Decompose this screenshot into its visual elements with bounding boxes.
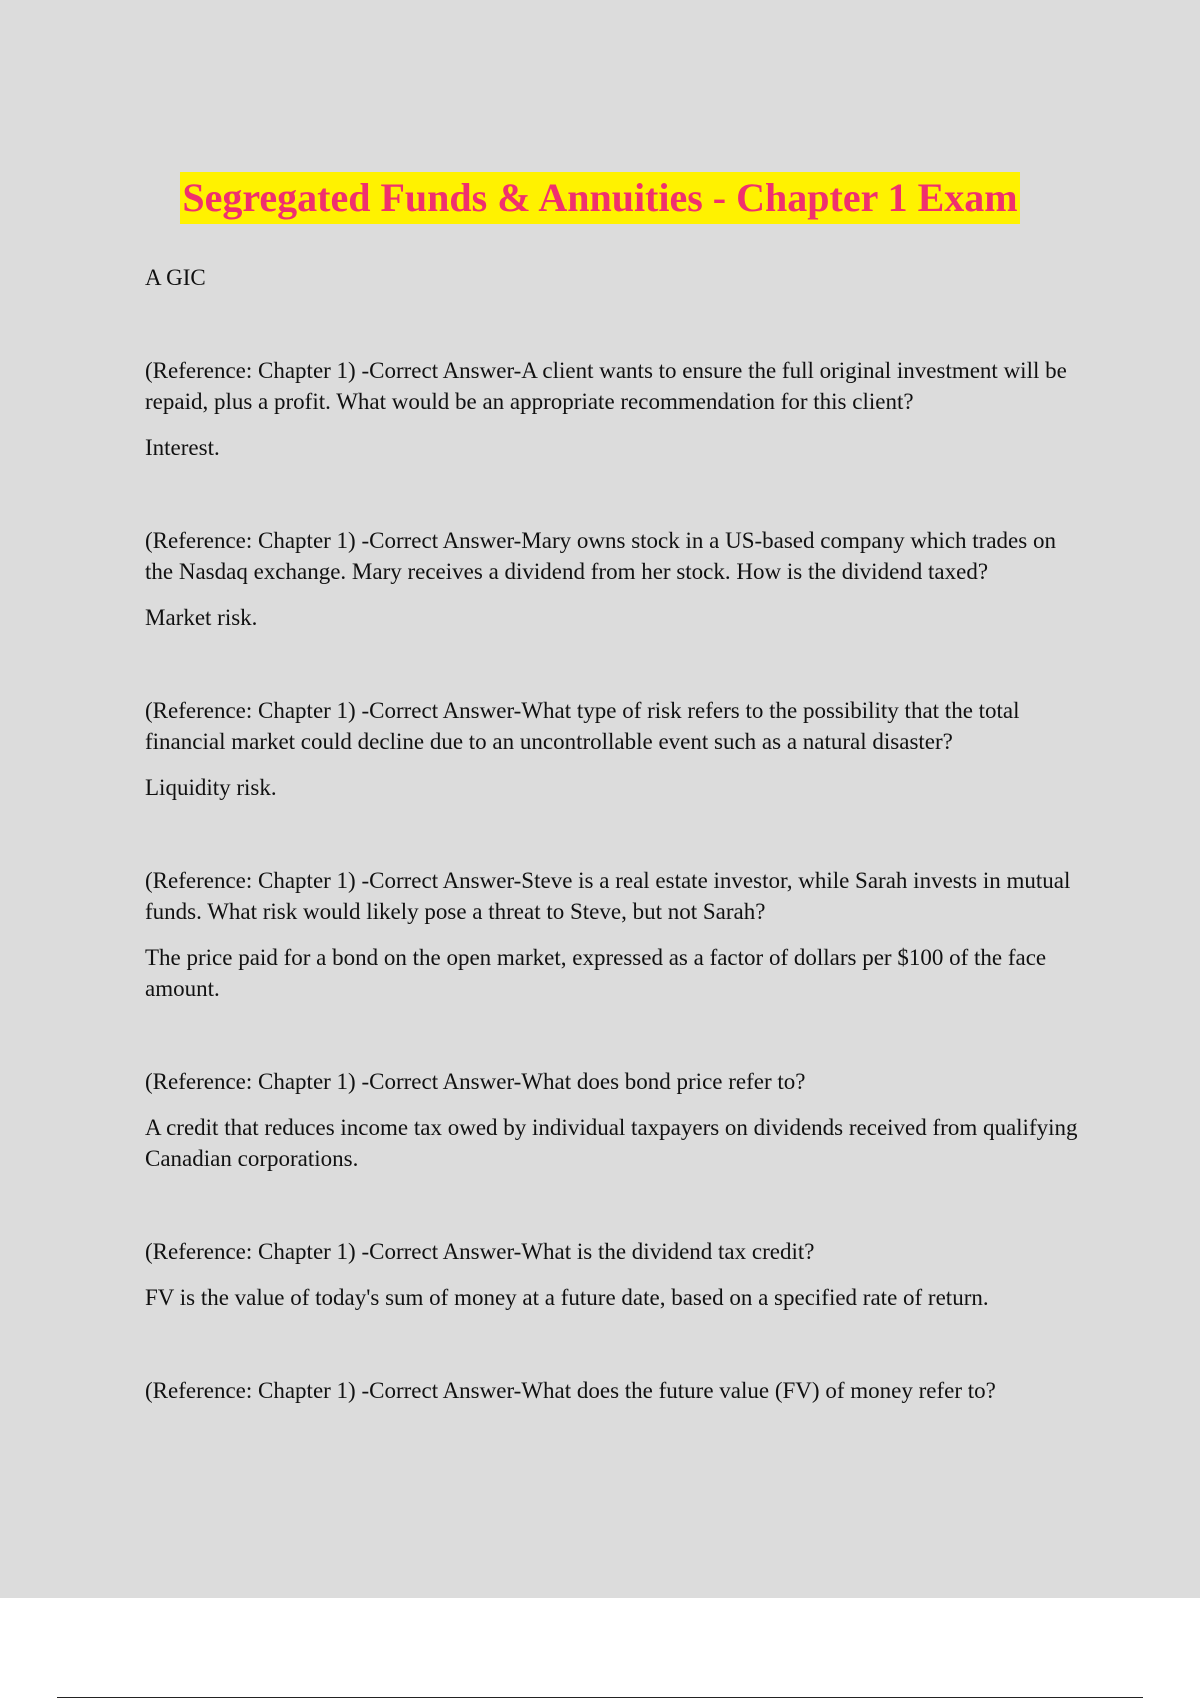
question-text: (Reference: Chapter 1) -Correct Answer-What type of risk refers to the possibility that the total financial market could decline due to an uncontrollable event such as a natural disaster? xyxy=(145,698,1020,754)
footer-divider xyxy=(57,1697,1143,1698)
document-body xyxy=(145,262,1080,1421)
qa-block xyxy=(145,865,1080,1004)
qa-block xyxy=(145,1066,1080,1174)
answer-text: Interest. xyxy=(145,435,220,460)
question-text: (Reference: Chapter 1) -Correct Answer-What does bond price refer to? xyxy=(145,1069,806,1094)
qa-block xyxy=(145,525,1080,633)
qa-block xyxy=(145,355,1080,463)
qa-block xyxy=(145,1236,1080,1313)
question-text: (Reference: Chapter 1) -Correct Answer-What does the future value (FV) of money refer to? xyxy=(145,1378,996,1403)
answer-text: Market risk. xyxy=(145,605,258,630)
answer-text: Liquidity risk. xyxy=(145,775,277,800)
question-text: (Reference: Chapter 1) -Correct Answer-A client wants to ensure the full original investment will be repaid, plus a profit. What would be an appropriate recommendation for this client? xyxy=(145,358,1067,414)
question-text: (Reference: Chapter 1) -Correct Answer-Mary owns stock in a US-based company which trades on the Nasdaq exchange. Mary receives a dividend from her stock. How is the dividend taxed? xyxy=(145,528,1056,584)
question-text: (Reference: Chapter 1) -Correct Answer-What is the dividend tax credit? xyxy=(145,1239,815,1264)
answer-text: A credit that reduces income tax owed by individual taxpayers on dividends received from qualifying Canadian corporations. xyxy=(145,1115,1078,1171)
document-title: Segregated Funds & Annuities - Chapter 1 Exam xyxy=(180,172,1019,224)
qa-block xyxy=(145,1375,1080,1406)
question-text: (Reference: Chapter 1) -Correct Answer-Steve is a real estate investor, while Sarah invests in mutual funds. What risk would likely pose a threat to Steve, but not Sarah? xyxy=(145,868,1071,924)
answer-text: FV is the value of today's sum of money at a future date, based on a specified rate of return. xyxy=(145,1285,989,1310)
title-wrapper xyxy=(0,172,1200,224)
qa-block xyxy=(145,695,1080,803)
answer-text: A GIC xyxy=(145,265,206,290)
answer-text: The price paid for a bond on the open market, expressed as a factor of dollars per $100 of the face amount. xyxy=(145,945,1047,1001)
